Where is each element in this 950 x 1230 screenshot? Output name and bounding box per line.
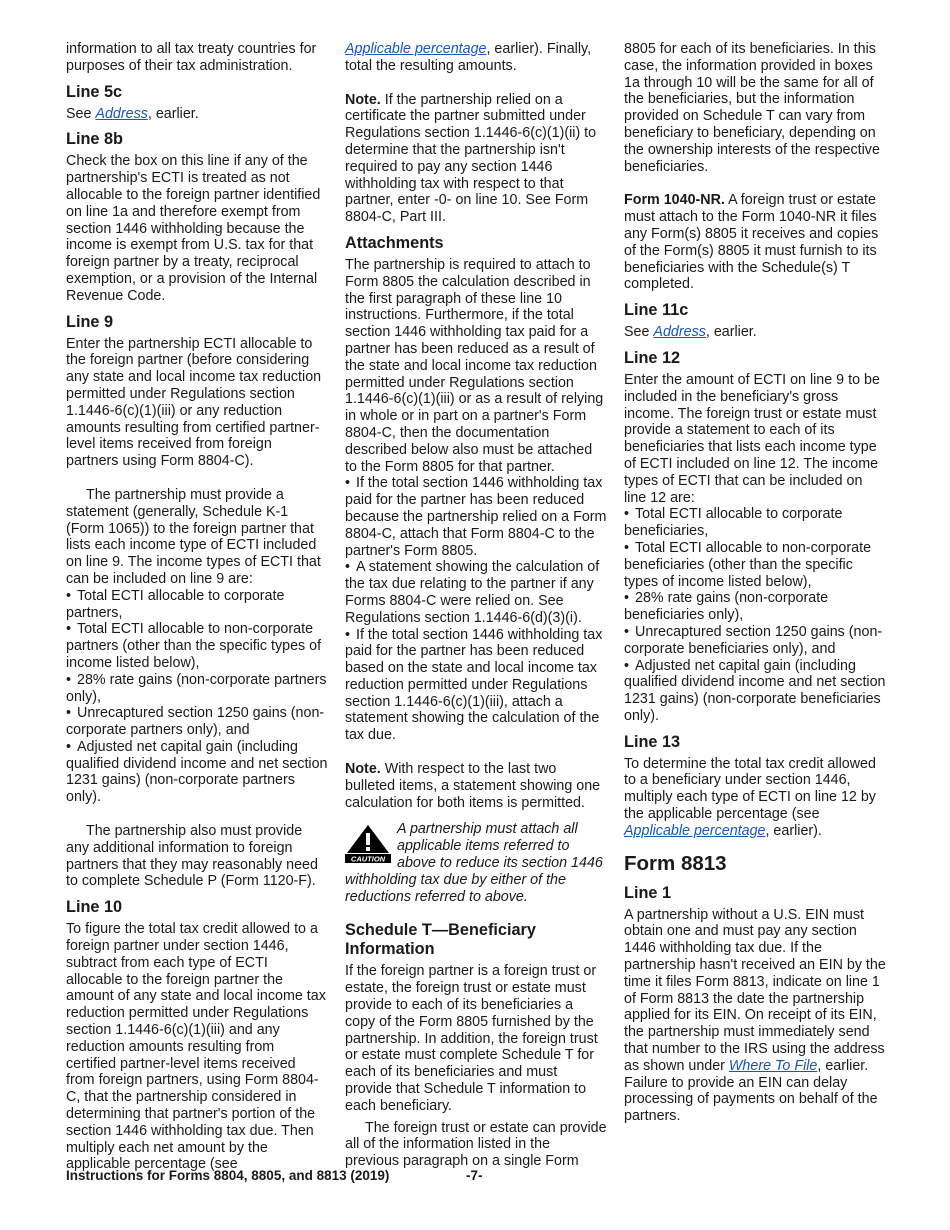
column-1 — [66, 41, 328, 1173]
list-item: • Unrecaptured section 1250 gains (non-corporate partners only), and — [66, 705, 325, 739]
list-item: • If the total section 1446 withholding tax paid for the partner has been reduced because the partnership relied on a Form 8804-C, attach that Form 8804-C to the partner's Form 8805. — [345, 475, 607, 559]
heading-line-5c: Line 5c — [66, 82, 123, 101]
heading-line-8b: Line 8b — [66, 130, 123, 149]
caution-icon — [345, 823, 391, 863]
note-bulleted-items: Note. With respect to the last two bulleted items, a statement showing one calculation for both items is permitted. — [345, 761, 601, 811]
paragraph-line-8b: Check the box on this line if any of the partnership's ECTI is treated as not allocable to the foreign partner identified on line 1a and therefore exempt from section 1446 withholding because the income is exempt from U.S. tax for that foreign partner by a treaty, reciprocal exemption, or a provision of the Internal Revenue Code. — [66, 153, 321, 304]
list-item: • 28% rate gains (non-corporate beneficiaries only), — [624, 590, 829, 624]
caution-text: A partnership must attach all applicable items referred to above to reduce its section 1446 withholding tax due by either of the reductions referred to above. — [345, 821, 603, 905]
heading-form-8813: Form 8813 — [624, 851, 727, 875]
paragraph-line-9c: The partnership also must provide any additional information to foreign partners that they may reasonably need to complete Schedule P (Form 1120-F). — [66, 823, 318, 890]
list-item: • Total ECTI allocable to corporate partners, — [66, 587, 285, 621]
form-1040nr-paragraph: Form 1040-NR. A foreign trust or estate must attach to the Form 1040-NR it files any Form(s) 8805 it receives and copies of the Form(s) 8805 it must furnish to its beneficiaries with the Schedule(s) T completed. — [624, 192, 879, 293]
heading-line-9: Line 9 — [66, 312, 114, 331]
list-item: • Total ECTI allocable to corporate beneficiaries, — [624, 506, 843, 540]
list-item: • Adjusted net capital gain (including qualified dividend income and net section 1231 gains) (non-corporate beneficiaries only). — [624, 657, 886, 724]
paragraph-line-13: To determine the total tax credit allowed to a beneficiary under section 1446, multiply each type of ECTI on line 12 by the applicable percentage (see Applicable percentage, earlier). — [624, 755, 876, 839]
heading-line-12: Line 12 — [624, 348, 681, 367]
caution-box — [345, 821, 607, 905]
paragraph-schedule-t-1: If the foreign partner is a foreign trust or estate, the foreign trust or estate must provide to each of its beneficiaries a copy of the Form 8805 furnished by the partnership. In addition, the foreign trust or estate must complete Schedule T for each of its beneficiaries and must provide that Schedule T information to each beneficiary. — [345, 963, 598, 1114]
list-item: • 28% rate gains (non-corporate partners only), — [66, 671, 327, 705]
address-link[interactable]: Address — [653, 324, 706, 341]
heading-line-1: Line 1 — [624, 883, 672, 902]
heading-schedule-t: Schedule T—Beneficiary Information — [345, 921, 536, 959]
heading-attachments: Attachments — [345, 233, 444, 252]
paragraph-line-9a: Enter the partnership ECTI allocable to the foreign partner (before considering any state and local income tax reduction permitted under Regulations section 1.1446-6(c)(1)(iii) or any reduction amounts resulting from certified partner-level items received from foreign partners using Form 8804-C). — [66, 335, 322, 470]
paragraph-line-10: To figure the total tax credit allowed to a foreign partner under section 1446, subtract from each type of ECTI allocable to the foreign partner the amount of any state and local income tax reduction permitted under Regulations section 1.1446-6(c)(1)(iii) and any reduction amounts resulting from certified partner-level items received from foreign partners, using Form 8804-C, that the partnership considered in determining that partner's portion of the section 1446 withholding tax due. Then multiply each net amount by the applicable percentage (see — [66, 921, 326, 1173]
paragraph-continuation: Applicable percentage, earlier). Finally, total the resulting amounts. — [345, 41, 592, 74]
paragraph-continuation: 8805 for each of its beneficiaries. In this case, the information provided in boxes 1a through 10 will be the same for all of the beneficiaries, but the information provided on Schedule T can vary from beneficiary to beneficiary, depending on the ownership interests of the respective beneficiaries. — [624, 41, 880, 175]
paragraph-line-9b: The partnership must provide a statement (generally, Schedule K-1 (Form 1065)) to the foreign partner that lists each income type of ECTI included on line 9. The income types of ECTI that can be included on line 9 are: — [66, 486, 321, 587]
list-item: • Adjusted net capital gain (including qualified dividend income and net section 1231 gains) (non-corporate partners only). — [66, 738, 328, 806]
note-certificate: Note. If the partnership relied on a certificate the partner submitted under Regulations section 1.1446-6(c)(1)(ii) to determine that the partnership isn't required to pay any section 1446 withholding tax with respect to that partner, enter -0- on line 10. See Form 8804-C, Part III. — [345, 91, 597, 226]
list-item: • Total ECTI allocable to non-corporate beneficiaries (other than the specific types of income listed below), — [624, 539, 872, 590]
list-item: • Total ECTI allocable to non-corporate partners (other than the specific types of income listed below), — [66, 621, 322, 671]
list-item: • A statement showing the calculation of the tax due relating to the partner if any Forms 8804-C were relied on. See Regulations section 1.1446-6(d)(3)(i). — [345, 559, 600, 626]
heading-line-13: Line 13 — [624, 732, 681, 751]
heading-line-11c: Line 11c — [624, 301, 689, 320]
see-address: See Address, earlier. — [624, 324, 757, 341]
column-2 — [345, 41, 607, 1170]
heading-line-10: Line 10 — [66, 898, 123, 917]
footer-title: Instructions for Forms 8804, 8805, and 8813 (2019) — [66, 1168, 390, 1183]
column-3 — [624, 41, 886, 1125]
caution-label: CAUTION — [350, 854, 386, 864]
list-item: • If the total section 1446 withholding tax paid for the partner has been reduced based on the state and local income tax reduction permitted under Regulations section 1.1446-6(c)(1)(iii), attach a statement showing the calculation of the tax due. — [345, 626, 603, 744]
list-item: • Unrecaptured section 1250 gains (non-corporate beneficiaries only), and — [624, 623, 883, 657]
page-number: -7- — [466, 1168, 483, 1183]
paragraph-line-1: A partnership without a U.S. EIN must obtain one and must pay any section 1446 withholding tax due. If the partnership hasn't received an EIN by the time it files Form 8813, indicate on line 1 of Form 8813 the date the partnership applied for its EIN. On receipt of its EIN, the partnership must immediately send that number to the IRS using the address as shown under Where To File, earlier. Failure to provide an EIN can delay processing of payments on behalf of the partners. — [624, 906, 886, 1125]
address-link[interactable]: Address — [95, 105, 148, 122]
applicable-percentage-link[interactable]: Applicable percentage — [345, 41, 487, 57]
paragraph-line-12: Enter the amount of ECTI on line 9 to be included in the beneficiary's gross income. The foreign trust or estate must provide a statement to each of its beneficiaries that lists each income type of ECTI included on line 12. The income types of ECTI that can be included on line 12 are: — [624, 371, 880, 506]
where-to-file-link[interactable]: Where To File — [728, 1057, 818, 1074]
paragraph-attachments: The partnership is required to attach to Form 8805 the calculation described in the first paragraph of these line 10 instructions. Furthermore, if the total section 1446 withholding tax paid for a partner has been reduced as a result of the state and local income tax reduction permitted under Regulations section 1.1446-6(c)(1)(iii) or as a result of relying in whole or in part on a partner's Form 8804-C, then the documentation described below also must be attached to the Form 8805 for that partner. — [345, 256, 604, 475]
see-address: See Address, earlier. — [66, 105, 199, 122]
paragraph-intro: information to all tax treaty countries for purposes of their tax administration. — [66, 41, 317, 74]
paragraph-schedule-t-2: The foreign trust or estate can provide all of the information listed in the previous paragraph on a single Form — [345, 1119, 607, 1170]
applicable-percentage-link[interactable]: Applicable percentage — [624, 822, 766, 839]
